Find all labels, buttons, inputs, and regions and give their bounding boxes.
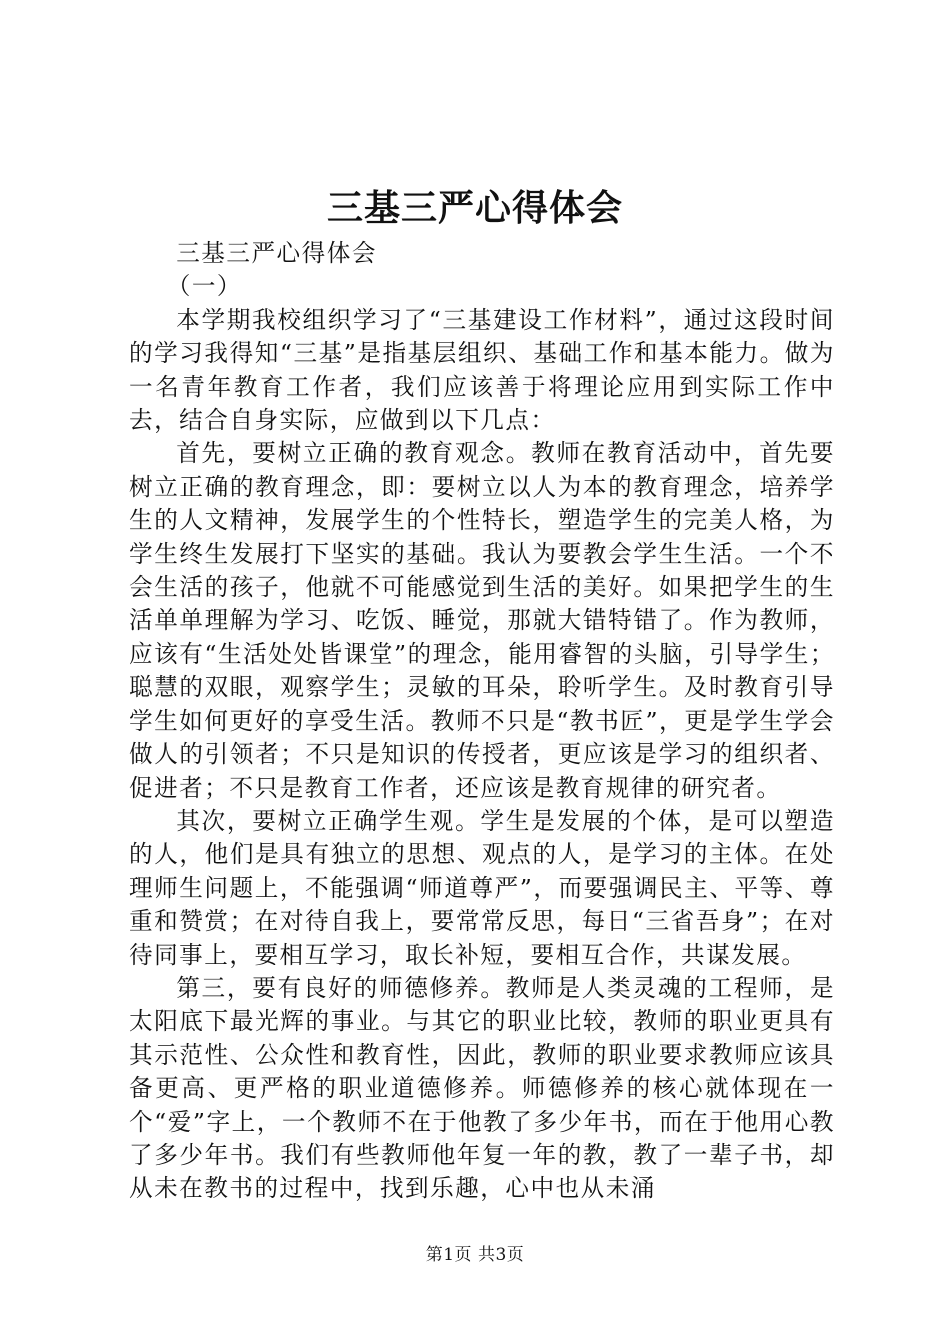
paragraph-second-point: 其次，要树立正确学生观。学生是发展的个体，是可以塑造的人，他们是具有独立的思想、观点的人，是学习的主体。在处理师生问题上，不能强调“师道尊严”，而要强调民主、平等、尊重和赞赏；在对待自我上，要常常反思，每日“三省吾身”；在对待同事上，要相互学习，取长补短，要相互合作，共谋发展。 bbox=[129, 806, 835, 969]
paragraph-third-point: 第三，要有良好的师德修养。教师是人类灵魂的工程师，是太阳底下最光辉的事业。与其它的职业比较，教师的职业更具有其示范性、公众性和教育性，因此，教师的职业要求教师应该具备更高、更严格的职业道德修养。师德修养的核心就体现在一个“爱”字上，一个教师不在于他教了多少年书，而在于他用心教了多少年书。我们有些教师他年复一年的教，教了一辈子书，却从未在教书的过程中，找到乐趣，心中也从未涌 bbox=[129, 973, 835, 1203]
document-title: 三基三严心得体会 bbox=[326, 187, 623, 229]
paragraph-intro: 本学期我校组织学习了“三基建设工作材料”，通过这段时间的学习我得知“三基”是指基层组织、基础工作和基本能力。做为一名青年教育工作者，我们应该善于将理论应用到实际工作中去，结合自身实际，应做到以下几点： bbox=[129, 305, 835, 435]
document-body bbox=[129, 237, 835, 1206]
body-subtitle: 三基三严心得体会 bbox=[176, 239, 377, 267]
page-footer: 第1页 共3页 bbox=[425, 1245, 525, 1265]
section-marker: （一） bbox=[166, 272, 243, 301]
paragraph-first-point: 首先，要树立正确的教育观念。教师在教育活动中，首先要树立正确的教育理念，即：要树立以人为本的教育理念，培养学生的人文精神，发展学生的个性特长，塑造学生的完美人格，为学生终生发展打下坚实的基础。我认为要教会学生生活。一个不会生活的孩子，他就不可能感觉到生活的美好。如果把学生的生活单单理解为学习、吃饭、睡觉，那就大错特错了。作为教师，应该有“生活处处皆课堂”的理念，能用睿智的头脑，引导学生；聪慧的双眼，观察学生；灵敏的耳朵，聆听学生。及时教育引导学生如何更好的享受生活。教师不只是“教书匠”，更是学生学会做人的引领者；不只是知识的传授者，更应该是学习的组织者、促进者；不只是教育工作者，还应该是教育规律的研究者。 bbox=[129, 439, 835, 802]
